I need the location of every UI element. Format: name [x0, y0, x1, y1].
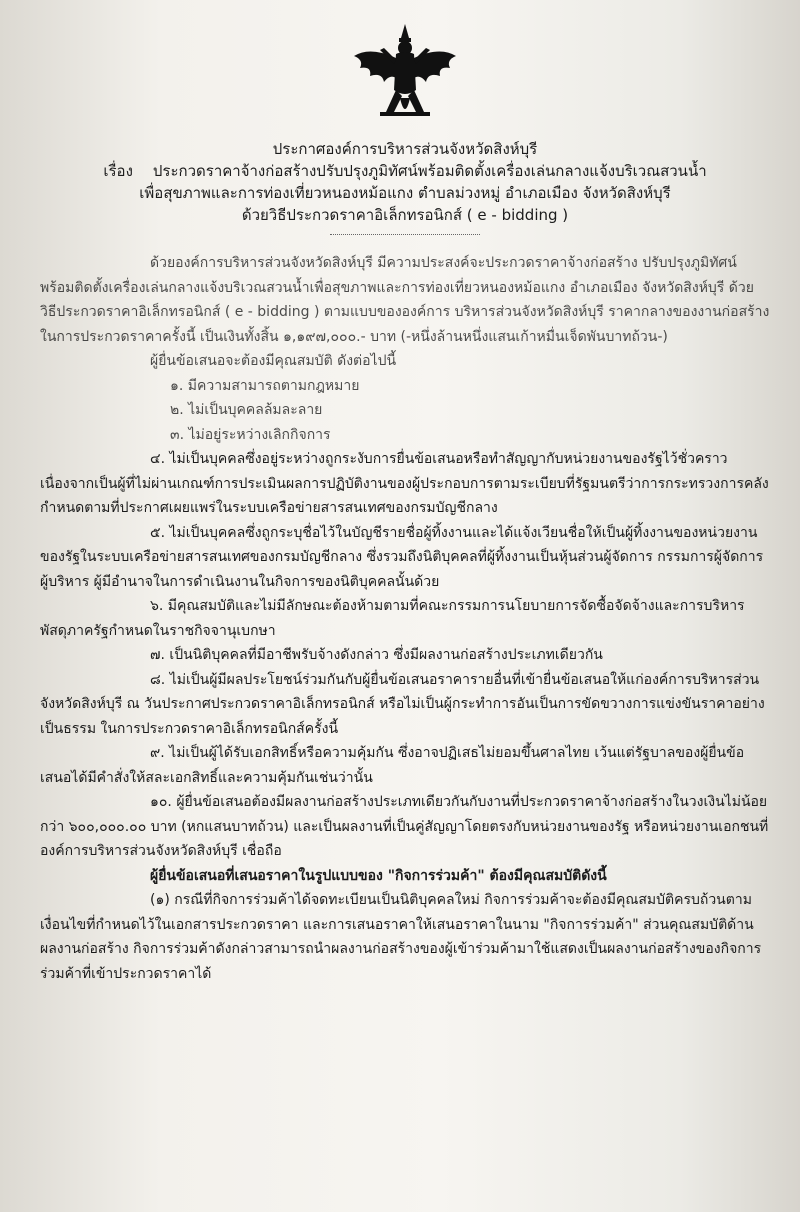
joint-venture-item-1: (๑) กรณีที่กิจการร่วมค้าได้จดทะเบียนเป็นนิติบุคคลใหม่ กิจการร่วมค้าจะต้องมีคุณสมบัติครบถ้วนตามเงื่อนไขที่กำหนดไว้ในเอกสารประกวดราคา และการเสนอราคาให้เสนอราคาในนาม "กิจการร่วมค้า" ส่วนคุณสมบัติด้านผลงานก่อสร้าง กิจการร่วมค้าดังกล่าวสามารถนำผลงานก่อสร้างของผู้เข้าร่วมค้ามาใช้แสดงเป็นผลงานก่อสร้างของกิจการร่วมค้าที่เข้าประกวดราคาได้: [40, 892, 762, 982]
org-title: ประกาศองค์การบริหารส่วนจังหวัดสิงห์บุรี: [272, 140, 538, 158]
joint-venture-heading: ผู้ยื่นข้อเสนอที่เสนอราคาในรูปแบบของ "กิจการร่วมค้า" ต้องมีคุณสมบัติดังนี้: [150, 867, 607, 884]
qualification-item-10: ๑๐. ผู้ยื่นข้อเสนอต้องมีผลงานก่อสร้างประเภทเดียวกันกับงานที่ประกวดราคาจ้างก่อสร้างในวงเงินไม่น้อยกว่า ๖๐๐,๐๐๐.๐๐ บาท (หกแสนบาทถ้วน) และเป็นผลงานที่เป็นคู่สัญญาโดยตรงกับหน่วยงานของรัฐ หรือหน่วยงานเอกชนที่องค์การบริหารส่วนจังหวัดสิงห์บุรี เชื่อถือ: [40, 794, 769, 859]
qualification-item-5: ๕. ไม่เป็นบุคคลซึ่งถูกระบุชื่อไว้ในบัญชีรายชื่อผู้ทิ้งงานและได้แจ้งเวียนชื่อให้เป็นผู้ทิ้งงานของหน่วยงานของรัฐในระบบเครือข่ายสารสนเทศของกรมบัญชีกลาง ซึ่งรวมถึงนิติบุคคลที่ผู้ทิ้งงานเป็นหุ้นส่วนผู้จัดการ กรรมการผู้จัดการ ผู้บริหาร ผู้มีอำนาจในการดำเนินงานในกิจการของนิติบุคคลนั้นด้วย: [40, 524, 764, 590]
qualification-item-1: ๑. มีความสามารถตามกฎหมาย: [170, 377, 360, 394]
emblem-area: [40, 20, 770, 130]
qualification-item-3: ๓. ไม่อยู่ระหว่างเลิกกิจการ: [170, 426, 331, 443]
subject-line-1: [40, 160, 770, 182]
announcement-header: [40, 138, 770, 226]
qualification-item-2: ๒. ไม่เป็นบุคคลล้มละลาย: [170, 402, 323, 418]
qualification-item-8: ๘. ไม่เป็นผู้มีผลประโยชน์ร่วมกันกับผู้ยื่นข้อเสนอราคารายอื่นที่เข้ายื่นข้อเสนอให้แก่องค์การบริหารส่วนจังหวัดสิงห์บุรี ณ วันประกาศประกวดราคาอิเล็กทรอนิกส์ หรือไม่เป็นผู้กระทำการอันเป็นการขัดขวางการแข่งขันราคาอย่างเป็นธรรม ในการประกวดราคาอิเล็กทรอนิกส์ครั้งนี้: [40, 671, 765, 737]
qualification-heading: ผู้ยื่นข้อเสนอจะต้องมีคุณสมบัติ ดังต่อไปนี้: [150, 353, 397, 369]
subject-line-2: เพื่อสุขภาพและการท่องเที่ยวหนองหม้อแกง ตำบลม่วงหมู่ อำเภอเมือง จังหวัดสิงห์บุรี: [139, 184, 671, 202]
qualification-item-7: ๗. เป็นนิติบุคคลที่มีอาชีพรับจ้างดังกล่าว ซึ่งมีผลงานก่อสร้างประเภทเดียวกัน: [150, 647, 603, 663]
intro-paragraph: ด้วยองค์การบริหารส่วนจังหวัดสิงห์บุรี มีความประสงค์จะประกวดราคาจ้างก่อสร้าง ปรับปรุงภูมิทัศน์พร้อมติดตั้งเครื่องเล่นกลางแจ้งบริเวณสวนน้ำเพื่อสุขภาพและการท่องเที่ยวหนองหม้อแกง อำเภอเมือง จังหวัดสิงห์บุรี ด้วยวิธีประกวดราคาอิเล็กทรอนิกส์ ( e - bidding ) ตามแบบขององค์การ บริหารส่วนจังหวัดสิงห์บุรี ราคากลางของงานก่อสร้างในการประกวดราคาครั้งนี้ เป็นเงินทั้งสิ้น ๑,๑๙๗,๐๐๐.- บาท (-หนึ่งล้านหนึ่งแสนเก้าหมื่นเจ็ดพันบาทถ้วน-): [40, 255, 770, 345]
qualification-item-6: ๖. มีคุณสมบัติและไม่มีลักษณะต้องห้ามตามที่คณะกรรมการนโยบายการจัดซื้อจัดจ้างและการบริหารพัสดุภาครัฐกำหนดในราชกิจจานุเบกษา: [40, 598, 745, 639]
qualification-item-9: ๙. ไม่เป็นผู้ได้รับเอกสิทธิ์หรือความคุ้มกัน ซึ่งอาจปฏิเสธไม่ยอมขึ้นศาลไทย เว้นแต่รัฐบาลของผู้ยื่นข้อเสนอได้มีคำสั่งให้สละเอกสิทธิ์และความคุ้มกันเช่นว่านั้น: [40, 745, 745, 786]
subject-label: เรื่อง: [103, 162, 133, 180]
garuda-emblem-icon: [350, 20, 460, 130]
dotted-divider: [330, 234, 480, 235]
qualification-item-4: ๔. ไม่เป็นบุคคลซึ่งอยู่ระหว่างถูกระงับการยื่นข้อเสนอหรือทำสัญญากับหน่วยงานของรัฐไว้ชั่วคราวเนื่องจากเป็นผู้ที่ไม่ผ่านเกณฑ์การประเมินผลการปฏิบัติงานของผู้ประกอบการตามระเบียบที่รัฐมนตรีว่าการกระทรวงการคลังกำหนดตามที่ประกาศเผยแพร่ในระบบเครือข่ายสารสนเทศของกรมบัญชีกลาง: [40, 451, 769, 516]
subject-line-3: ด้วยวิธีประกวดราคาอิเล็กทรอนิกส์ ( e - bidding ): [241, 206, 569, 224]
announcement-body: [40, 251, 770, 986]
subject-text-1: ประกวดราคาจ้างก่อสร้างปรับปรุงภูมิทัศน์พร้อมติดตั้งเครื่องเล่นกลางแจ้งบริเวณสวนน้ำ: [152, 162, 707, 180]
